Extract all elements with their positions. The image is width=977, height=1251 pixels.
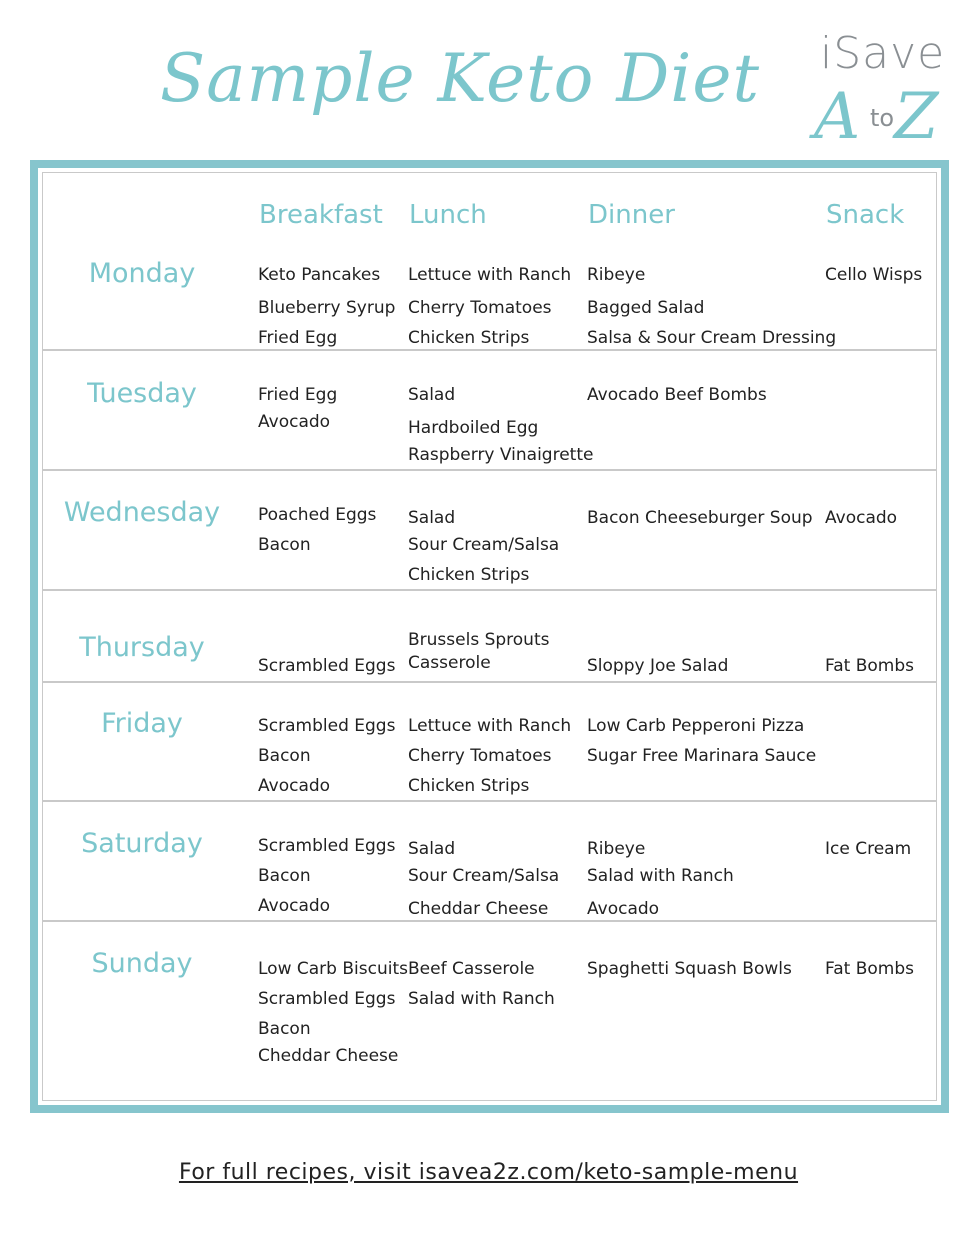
menu-item: Lettuce with Ranch (408, 716, 572, 736)
menu-item: Avocado (258, 412, 331, 432)
row-divider (42, 349, 936, 351)
column-header-lunch: Lunch (409, 200, 487, 230)
day-saturday: Saturday (81, 828, 203, 859)
menu-item: Salad (408, 508, 456, 528)
menu-item: Salad (408, 385, 456, 405)
day-sunday: Sunday (91, 948, 193, 979)
menu-item: Brussels Sprouts (408, 630, 550, 650)
menu-item: Scrambled Eggs (258, 989, 396, 1009)
menu-item: Fried Egg (258, 328, 338, 348)
menu-item: Salsa & Sour Cream Dressing (587, 328, 837, 348)
menu-item: Poached Eggs (258, 505, 377, 525)
menu-item: Bagged Salad (587, 298, 705, 318)
menu-item: Avocado Beef Bombs (587, 385, 767, 405)
menu-item: Avocado (258, 776, 331, 796)
menu-item: Cherry Tomatoes (408, 298, 552, 318)
menu-item: Bacon Cheeseburger Soup (587, 508, 813, 528)
logo-a-text: A (814, 80, 861, 154)
column-header-dinner: Dinner (588, 200, 675, 230)
day-monday: Monday (88, 258, 196, 289)
menu-item: Sugar Free Marinara Sauce (587, 746, 817, 766)
menu-item: Bacon (258, 746, 311, 766)
menu-item: Ribeye (587, 265, 646, 285)
menu-item: Cello Wisps (825, 265, 923, 285)
menu-item: Bacon (258, 535, 311, 555)
row-divider (42, 920, 936, 922)
menu-item: Scrambled Eggs (258, 836, 396, 856)
recipes-link[interactable]: For full recipes, visit isavea2z.com/keto-sample-menu (178, 1160, 799, 1185)
day-friday: Friday (101, 708, 183, 739)
menu-item: Chicken Strips (408, 328, 530, 348)
menu-item: Salad with Ranch (408, 989, 555, 1009)
menu-item: Fat Bombs (825, 656, 914, 676)
menu-item: Fat Bombs (825, 959, 914, 979)
menu-item: Cheddar Cheese (258, 1046, 399, 1066)
menu-item: Low Carb Pepperoni Pizza (587, 716, 805, 736)
menu-item: Salad (408, 839, 456, 859)
menu-item: Avocado (258, 896, 331, 916)
menu-item: Spaghetti Squash Bowls (587, 959, 792, 979)
logo-to-text: to (870, 104, 895, 132)
isave-a-to-z-logo (812, 28, 952, 154)
day-tuesday: Tuesday (87, 378, 197, 409)
row-divider (42, 469, 936, 471)
menu-item: Low Carb Biscuits (258, 959, 408, 979)
logo-top-text: iSave (820, 28, 946, 79)
menu-item: Keto Pancakes (258, 265, 381, 285)
page-title: Sample Keto Diet (160, 40, 760, 117)
menu-item: Sour Cream/Salsa (408, 866, 560, 886)
menu-item: Cherry Tomatoes (408, 746, 552, 766)
row-divider (42, 589, 936, 591)
menu-item: Bacon (258, 1019, 311, 1039)
menu-item: Ribeye (587, 839, 646, 859)
menu-item: Chicken Strips (408, 565, 530, 585)
menu-item: Fried Egg (258, 385, 338, 405)
day-thursday: Thursday (79, 632, 205, 663)
menu-item: Bacon (258, 866, 311, 886)
menu-item: Scrambled Eggs (258, 656, 396, 676)
row-divider (42, 681, 936, 683)
day-wednesday: Wednesday (63, 497, 221, 528)
menu-item: Ice Cream (825, 839, 912, 859)
menu-item: Hardboiled Egg (408, 418, 539, 438)
logo-z-text: Z (894, 80, 939, 154)
menu-item: Sour Cream/Salsa (408, 535, 560, 555)
menu-item: Scrambled Eggs (258, 716, 396, 736)
row-divider (42, 800, 936, 802)
menu-item: Lettuce with Ranch (408, 265, 572, 285)
menu-item: Blueberry Syrup (258, 298, 396, 318)
menu-item: Sloppy Joe Salad (587, 656, 729, 676)
column-header-breakfast: Breakfast (259, 200, 383, 230)
menu-item: Raspberry Vinaigrette (408, 445, 594, 465)
menu-item: Chicken Strips (408, 776, 530, 796)
menu-item: Casserole (408, 653, 491, 673)
menu-item: Salad with Ranch (587, 866, 734, 886)
menu-item: Avocado (825, 508, 898, 528)
menu-item: Beef Casserole (408, 959, 535, 979)
menu-item: Avocado (587, 899, 660, 919)
menu-item: Cheddar Cheese (408, 899, 549, 919)
column-header-snack: Snack (826, 200, 905, 230)
